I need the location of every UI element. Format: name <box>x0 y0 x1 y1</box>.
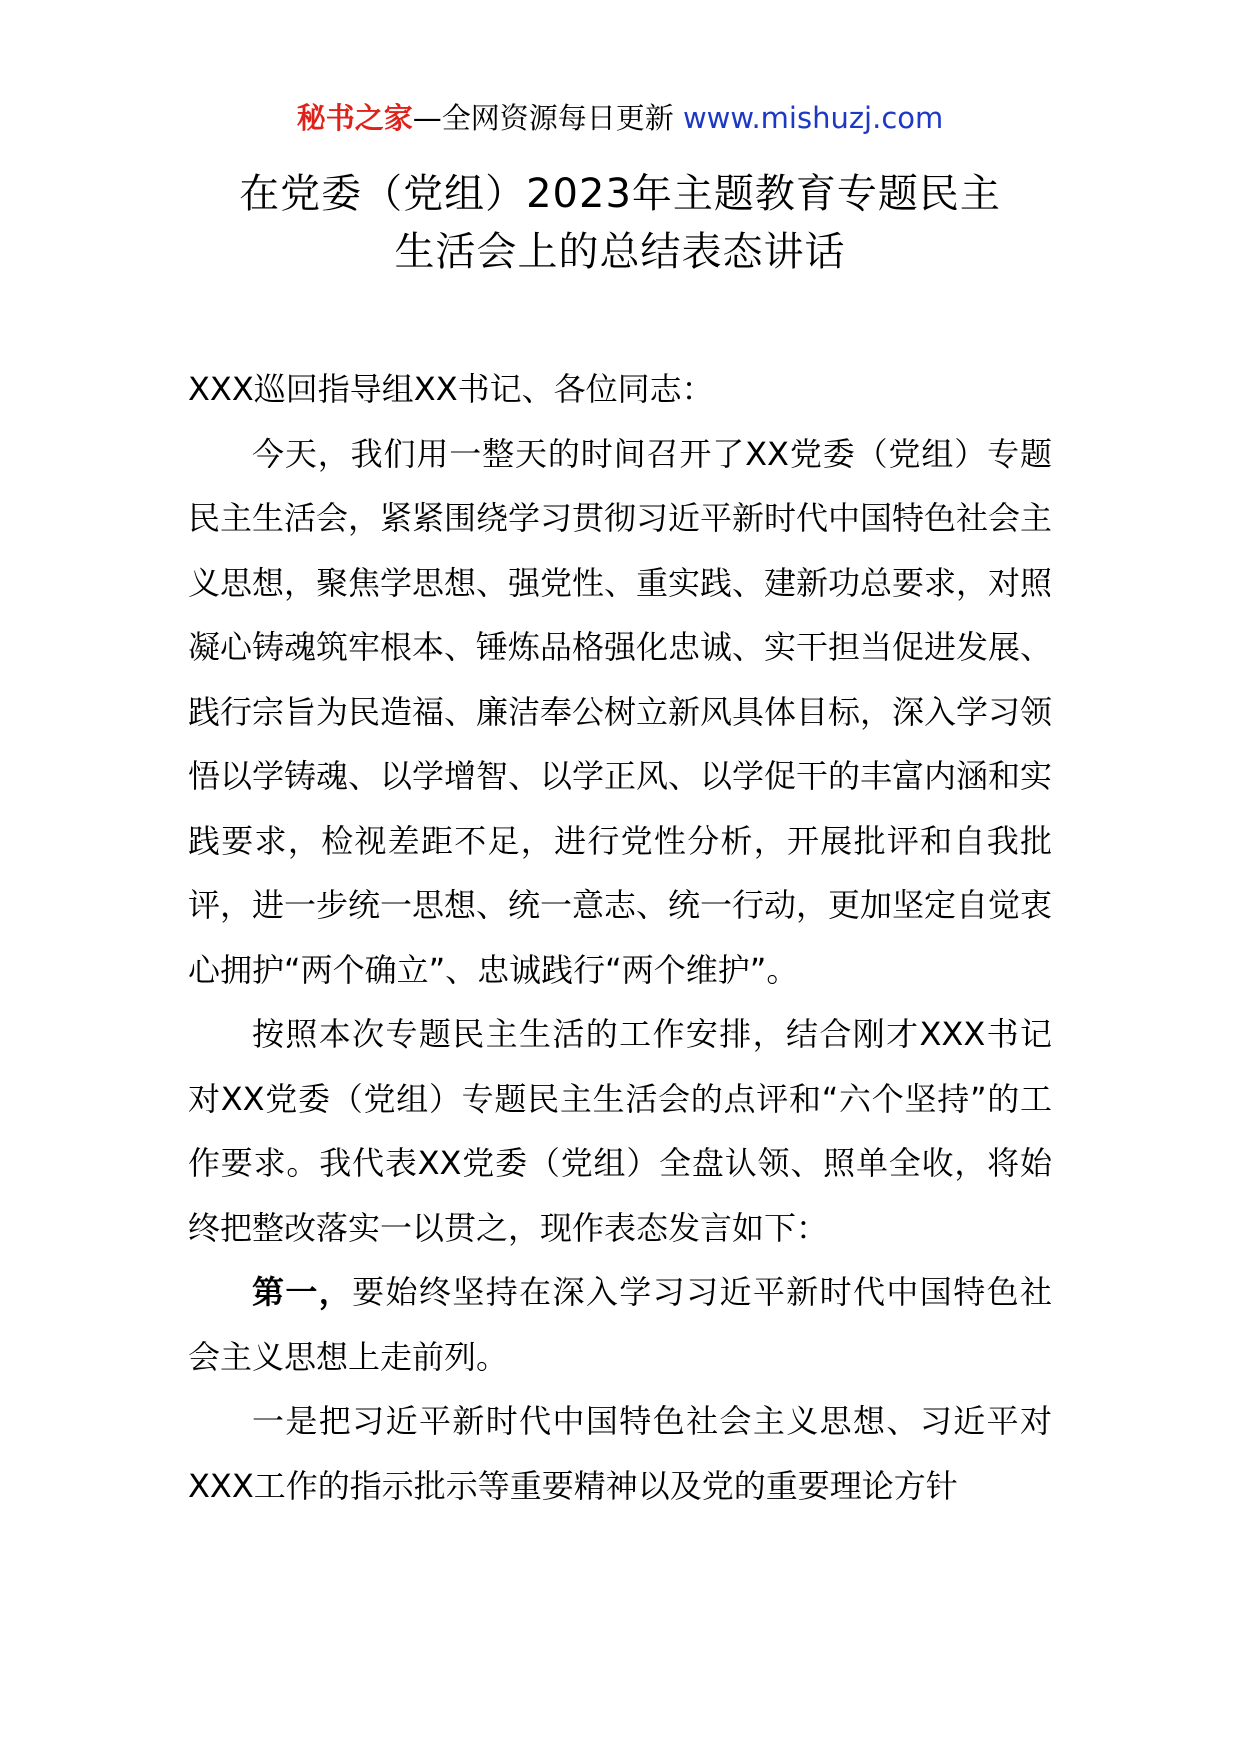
paragraph-1: 今天，我们用一整天的时间召开了XX党委（党组）专题民主生活会，紧紧围绕学习贯彻习近平新时代中国特色社会主义思想，聚焦学思想、强党性、重实践、建新功总要求，对照凝心铸魂筑牢根本、锤炼品格强化忠诚、实干担当促进发展、践行宗旨为民造福、廉洁奉公树立新风具体目标，深入学习领悟以学铸魂、以学增智、以学正风、以学促干的丰富内涵和实践要求，检视差距不足，进行党性分析，开展批评和自我批评，进一步统一思想、统一意志、统一行动，更加坚定自觉衷心拥护“两个确立”、忠诚践行“两个维护”。 <box>188 434 1053 989</box>
section-1-text: 要始终坚持在深入学习习近平新时代中国特色社会主义思想上走前列。 <box>188 1273 1052 1376</box>
salutation: XXX巡回指导组XX书记、各位同志： <box>188 370 714 408</box>
paragraph-3: 一是把习近平新时代中国特色社会主义思想、习近平对XXX工作的指示批示等重要精神以及党的重要理论方针 <box>188 1402 1052 1505</box>
paragraph-2: 按照本次专题民主生活的工作安排，结合刚才XXX书记对XX党委（党组）专题民主生活会的点评和“六个坚持”的工作要求。我代表XX党委（党组）全盘认领、照单全收，将始终把整改落实一以贯之，现作表态发言如下： <box>188 1015 1052 1247</box>
site-header <box>0 98 1240 138</box>
brand-slogan: —全网资源每日更新 <box>412 101 674 135</box>
site-url[interactable]: www.mishuzj.com <box>682 101 944 135</box>
title-line-1: 在党委（党组）2023年主题教育专题民主 <box>239 171 1001 217</box>
section-1-heading <box>188 1260 1052 1389</box>
document-title <box>170 165 1070 281</box>
brand-name: 秘书之家 <box>296 101 413 135</box>
section-1-lead: 第一， <box>252 1273 353 1311</box>
title-line-2: 生活会上的总结表态讲话 <box>394 229 846 275</box>
document-body <box>188 357 1052 1518</box>
